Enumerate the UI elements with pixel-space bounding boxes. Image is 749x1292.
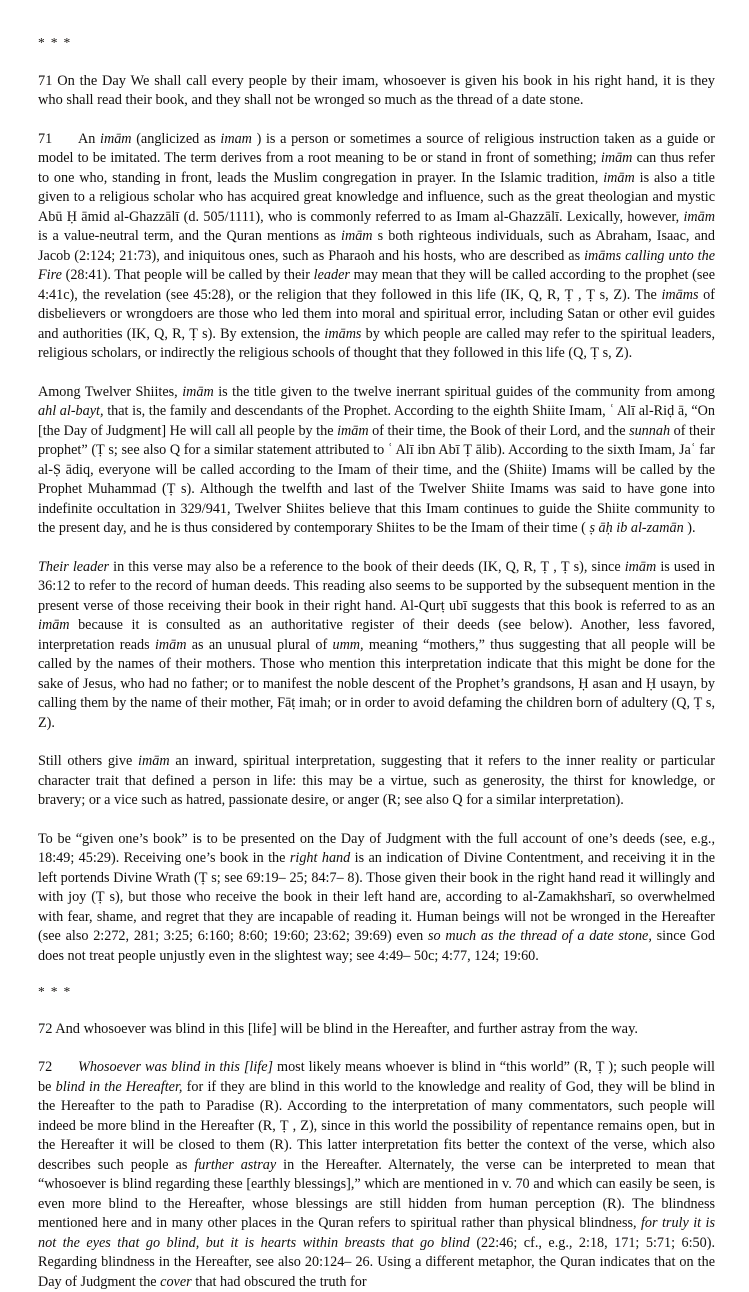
commentary-71-number: 71 bbox=[38, 130, 53, 147]
section-divider-top: * * * bbox=[38, 35, 72, 50]
commentary-71-paragraph-5: To be “given one’s book” is to be presented on the Day of Judgment with the full account of one’s deeds (see, e.g., 18:49; 45:29). Receiving one’s book in the right hand is an indication of Divine Contentment, and receiving it in the left portends Divine Wrath (Ṭ s; see 69:19– 25; 84:7– 8). Those given their book in the right hand read it willingly and with joy (Ṭ s), but those who receive the book in their left hand are, according to al-Zamakhsharī, so overwhelmed with fear, shame, and regret that they are incapable of reading it. Human beings will not be wronged in the Hereafter (see also 2:272, 281; 3:25; 6:160; 8:60; 19:60; 23:62; 39:69) even so much as the thread of a date stone, since God does not treat people unjustly even in the slightest way; see 4:49– 50c; 4:77, 124; 19:60. bbox=[38, 830, 716, 964]
commentary-72-paragraph-1: 72 Whosoever was blind in this [life] most likely means whoever is blind in “this world” (R, Ṭ ); such people will be blind in the Hereafter, for if they are blind in this world to the knowledge and reality of God, they will be blind in the Hereafter to the path to Paradise (R). According to the interpretation of many commentators, such people will indeed be more blind in the Hereafter (R, Ṭ , Z), since in this world the possibility of repentance remains open, but in the Hereafter it will be closed to them (R). This latter interpretation fits better the context of the verse, which also describes such people as further astray in the Hereafter. Alternately, the verse can be interpreted to mean that “whosoever is blind regarding these [earthly blessings],” which are mentioned in v. 70 and which can easily be seen, is even more blind to the Hereafter, whose blessings are still hidden from human perception (R). The blindness mentioned here and in many other places in the Quran refers to spiritual rather than physical blindness, for truly it is not the eyes that go blind, but it is hearts within breasts that go blind (22:46; cf., e.g., 2:18, 171; 5:71; 6:50). Regarding blindness in the Hereafter, see also 20:124– 26. Using a different metaphor, the Quran indicates that on the Day of Judgment the cover that had obscured the truth for bbox=[38, 1059, 716, 1290]
commentary-71-paragraph-4: Still others give imām an inward, spiritual interpretation, suggesting that it refers to the inner reality or particular character trait that defined a person in life: this may be a virtue, such as generosity, the thirst for knowledge, or bravery; or a vice such as hatred, passionate desire, or anger (R; see also Q for a similar interpretation). bbox=[38, 753, 715, 809]
commentary-71-paragraph-2: Among Twelver Shiites, imām is the title given to the twelve inerrant spiritual guides of the community from among ahl al-bayt, that is, the family and descendants of the Prophet. According to the eighth Shiite Imam, ʿ Alī al-Riḍ ā, “On [the Day of Judgment] He will call all people by the imām of their time, the Book of their Lord, and the sunnah of their prophet” (Ṭ s; see also Q for a similar statement attributed to ʿ Alī ibn Abī Ṭ ālib). According to the sixth Imam, Jaʿ far al-Ṣ ādiq, everyone will be called according to the Imam of their time, and the (Shiite) Imams will be called by the Prophet Muhammad (Ṭ s). Although the twelfth and last of the Twelver Shiite Imams was said to have gone into indefinite occultation in 329/941, Twelver Shiites believe that this Imam continues to guide the Shiite community to the present day, and he is thus considered by contemporary Shiites to be the Imam of their time ( ṣ āḥ ib al-zamān ). bbox=[38, 383, 716, 537]
commentary-72-number: 72 bbox=[38, 1059, 53, 1076]
commentary-71-paragraph-1: 71 An imām (anglicized as imam ) is a person or sometimes a source of religious instruction taken as a guide or model to be imitated. The term derives from a root meaning to be or stand in front of something; imām can thus refer to one who, standing in front, leads the Muslim congregation in prayer. In the Islamic tradition, imām is also a title given to a religious scholar who has acquired great knowledge and influence, such as the great theologian and mystic Abū Ḥ āmid al-Ghazzālī (d. 505/1111), who is commonly referred to as Imam al-Ghazzālī. Lexically, however, imām is a value-neutral term, and the Quran mentions as imām s both righteous individuals, such as Abraham, Isaac, and Jacob (2:124; 21:73), and iniquitous ones, such as Pharaoh and his hosts, who are described as imāms calling unto the Fire (28:41). That people will be called by their leader may mean that they will be called according to the prophet (see 4:41c), the revelation (see 45:28), or the religion that they followed in this life (IK, Q, R, Ṭ , Ṭ s, Z). The imāms of disbelievers or wrongdoers are those who led them into moral and spiritual error, including Satan or other evil guides and authorities (IK, Q, R, Ṭ s). By extension, the imāms by which people are called may refer to the spiritual leaders, religious scholars, or indirectly the religious schools of thought that they followed in this life (Q, Ṭ s, Z). bbox=[38, 130, 716, 362]
verse-71-text: 71 On the Day We shall call every people by their imam, whosoever is given his book in his right hand, it is they who shall read their book, and they shall not be wronged so much as the thread of a date stone. bbox=[38, 72, 715, 109]
verse-72-text: 72 And whosoever was blind in this [life] will be blind in the Hereafter, and further astray from the way. bbox=[38, 1020, 638, 1037]
commentary-71-paragraph-3: Their leader in this verse may also be a reference to the book of their deeds (IK, Q, R, Ṭ , Ṭ s), since imām is used in 36:12 to refer to the record of human deeds. This reading also seems to be supported by the subsequent mention in the present verse of those receiving their book in their right hand. Al-Qurṭ ubī suggests that this book is referred to as an imām because it is consulted as an authoritative register of their deeds (see below). Another, less favored, interpretation reads imām as an unusual plural of umm, meaning “mothers,” thus suggesting that all people will be called by the names of their mothers. Those who mention this interpretation indicate that this might be done for the sake of Jesus, who had no father; or to manifest the noble descent of the Prophet’s grandsons, Ḥ asan and Ḥ usayn, by calling them by the name of their mother, Fāṭ imah; or in order to avoid defaming the children born of adultery (Q, Ṭ s, Z). bbox=[38, 558, 715, 731]
section-divider-middle: * * * bbox=[38, 984, 72, 1000]
